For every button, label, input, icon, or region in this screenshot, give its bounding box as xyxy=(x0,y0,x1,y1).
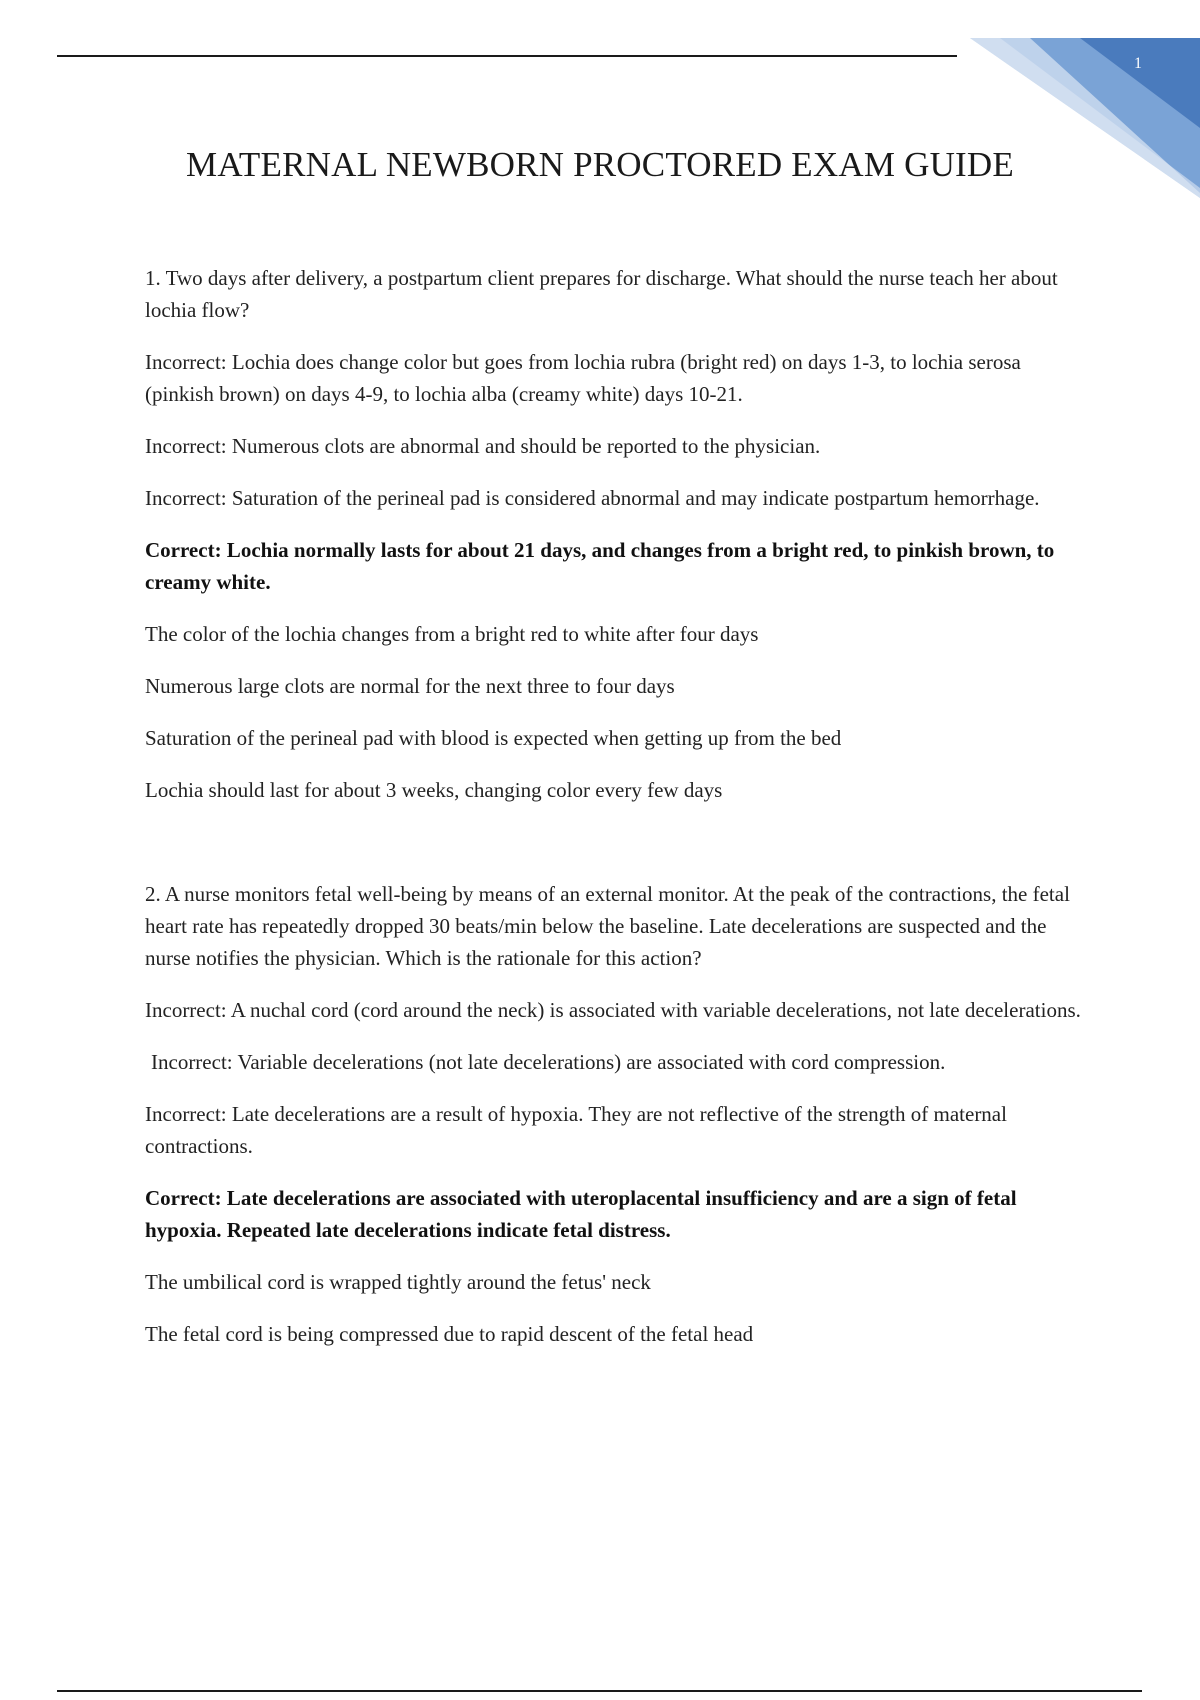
question-1: 1. Two days after delivery, a postpartum client prepares for discharge. What should the nurse teach her about lochia flow? xyxy=(145,266,1058,322)
q1-option-3: Saturation of the perineal pad with blood is expected when getting up from the bed xyxy=(145,726,842,750)
q1-option-2: Numerous large clots are normal for the next three to four days xyxy=(145,674,675,698)
header-rule xyxy=(57,55,957,57)
q2-rationale-1: Incorrect: A nuchal cord (cord around the neck) is associated with variable decelerations, not late decelerations. xyxy=(145,998,1081,1022)
q2-rationale-3: Incorrect: Late decelerations are a result of hypoxia. They are not reflective of the strength of maternal contractions. xyxy=(145,1102,1007,1158)
document-title: MATERNAL NEWBORN PROCTORED EXAM GUIDE xyxy=(186,145,1014,184)
q1-rationale-2: Incorrect: Numerous clots are abnormal and should be reported to the physician. xyxy=(145,434,821,458)
q1-rationale-1: Incorrect: Lochia does change color but goes from lochia rubra (bright red) on days 1-3, to lochia serosa (pinkish brown) on days 4-9, to lochia alba (creamy white) days 10-21. xyxy=(145,350,1021,406)
question-2: 2. A nurse monitors fetal well-being by means of an external monitor. At the peak of the contractions, the fetal heart rate has repeatedly dropped 30 beats/min below the baseline. Late decelerations are suspected and the nurse notifies the physician. Which is the rationale for this action? xyxy=(145,882,1070,970)
page-number: 1 xyxy=(1134,55,1142,72)
q2-option-1: The umbilical cord is wrapped tightly around the fetus' neck xyxy=(145,1270,651,1294)
q1-correct-answer: Correct: Lochia normally lasts for about 21 days, and changes from a bright red, to pinkish brown, to creamy white. xyxy=(145,538,1055,594)
q1-option-4: Lochia should last for about 3 weeks, changing color every few days xyxy=(145,778,723,802)
q2-rationale-2: Incorrect: Variable decelerations (not late decelerations) are associated with cord compression. xyxy=(151,1050,946,1074)
q1-option-1: The color of the lochia changes from a bright red to white after four days xyxy=(145,622,759,646)
q2-option-2: The fetal cord is being compressed due to rapid descent of the fetal head xyxy=(145,1322,754,1346)
q2-correct-answer: Correct: Late decelerations are associated with uteroplacental insufficiency and are a sign of fetal hypoxia. Repeated late decelerations indicate fetal distress. xyxy=(145,1186,1017,1242)
footer-rule xyxy=(57,1690,1142,1692)
document-body xyxy=(145,262,1090,1370)
q1-rationale-3: Incorrect: Saturation of the perineal pad is considered abnormal and may indicate postpartum hemorrhage. xyxy=(145,486,1040,510)
